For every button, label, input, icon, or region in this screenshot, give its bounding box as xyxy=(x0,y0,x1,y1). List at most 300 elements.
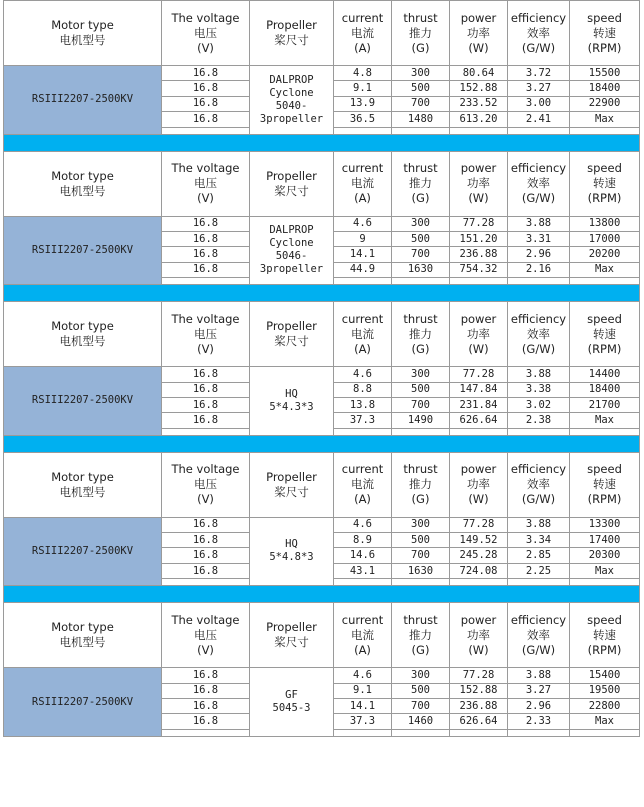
header-efficiency xyxy=(508,302,570,367)
efficiency-cell: 3.34 xyxy=(508,533,570,548)
propeller-line: 5*4.8*3 xyxy=(269,551,314,564)
propeller-cell xyxy=(250,66,334,135)
header-speed xyxy=(570,452,640,517)
propeller-line: 5046- xyxy=(275,250,308,263)
header-power xyxy=(450,302,508,367)
header-voltage-line: The voltage xyxy=(171,161,240,176)
current-cell: 4.6 xyxy=(334,668,392,683)
voltage-cell xyxy=(162,729,250,736)
header-propeller xyxy=(250,302,334,367)
efficiency-cell: 2.41 xyxy=(508,112,570,127)
propeller-cell xyxy=(250,517,334,586)
header-thrust-line: (G) xyxy=(411,40,430,55)
efficiency-cell xyxy=(508,428,570,435)
efficiency-cell: 3.27 xyxy=(508,81,570,96)
power-cell: 626.64 xyxy=(450,413,508,428)
header-motor-line: 电机型号 xyxy=(59,635,106,650)
header-efficiency-line: efficiency xyxy=(510,311,567,326)
header-motor-line: 电机型号 xyxy=(59,484,106,499)
voltage-cell: 16.8 xyxy=(162,548,250,563)
power-cell xyxy=(450,428,508,435)
power-cell: 77.28 xyxy=(450,367,508,382)
header-efficiency-line: efficiency xyxy=(510,161,567,176)
header-row xyxy=(4,452,640,517)
header-voltage xyxy=(162,1,250,66)
thrust-cell: 300 xyxy=(392,367,450,382)
header-thrust xyxy=(392,603,450,668)
header-power-line: 功率 xyxy=(467,25,490,40)
thrust-cell: 1630 xyxy=(392,563,450,578)
header-speed-line: speed xyxy=(587,311,622,326)
current-cell: 4.6 xyxy=(334,216,392,231)
speed-cell: 18400 xyxy=(570,81,640,96)
table-row xyxy=(4,517,640,532)
voltage-cell: 16.8 xyxy=(162,668,250,683)
efficiency-cell: 3.02 xyxy=(508,397,570,412)
section-separator xyxy=(4,134,640,151)
voltage-cell: 16.8 xyxy=(162,413,250,428)
header-efficiency xyxy=(508,603,570,668)
propeller-cell xyxy=(250,216,334,285)
header-power-line: power xyxy=(460,311,497,326)
voltage-cell: 16.8 xyxy=(162,66,250,81)
header-power-line: power xyxy=(460,161,497,176)
separator-bar xyxy=(4,586,640,603)
thrust-cell: 300 xyxy=(392,517,450,532)
header-speed-line: (RPM) xyxy=(587,492,622,507)
efficiency-cell: 2.33 xyxy=(508,714,570,729)
current-cell: 8.9 xyxy=(334,533,392,548)
header-voltage xyxy=(162,452,250,517)
efficiency-cell xyxy=(508,729,570,736)
separator-bar xyxy=(4,435,640,452)
header-efficiency-line: (G/W) xyxy=(521,341,556,356)
header-speed-line: (RPM) xyxy=(587,40,622,55)
power-cell: 147.84 xyxy=(450,382,508,397)
header-voltage-line: The voltage xyxy=(171,10,240,25)
header-thrust-line: (G) xyxy=(411,642,430,657)
header-power-line: 功率 xyxy=(467,477,490,492)
speed-cell: 14400 xyxy=(570,367,640,382)
header-propeller xyxy=(250,452,334,517)
header-speed-line: 转速 xyxy=(593,477,616,492)
header-current-line: current xyxy=(341,612,384,627)
header-propeller-line: 桨尺寸 xyxy=(274,33,309,47)
current-cell: 4.8 xyxy=(334,66,392,81)
power-cell: 236.88 xyxy=(450,247,508,262)
efficiency-cell xyxy=(508,579,570,586)
current-cell: 14.1 xyxy=(334,247,392,262)
header-voltage-line: 电压 xyxy=(194,25,217,40)
header-current xyxy=(334,452,392,517)
header-propeller-line: 桨尺寸 xyxy=(274,635,309,650)
efficiency-cell: 2.16 xyxy=(508,262,570,277)
motor-model-cell: RSIII2207-2500KV xyxy=(4,668,162,737)
current-cell: 36.5 xyxy=(334,112,392,127)
header-voltage-line: (V) xyxy=(197,191,214,206)
header-speed-line: speed xyxy=(587,10,622,25)
header-speed-line: 转速 xyxy=(593,627,616,642)
header-current-line: 电流 xyxy=(351,477,374,492)
current-cell: 9.1 xyxy=(334,81,392,96)
header-current-line: (A) xyxy=(354,191,371,206)
current-cell: 9.1 xyxy=(334,683,392,698)
header-power xyxy=(450,1,508,66)
voltage-cell: 16.8 xyxy=(162,81,250,96)
current-cell: 43.1 xyxy=(334,563,392,578)
header-voltage-line: (V) xyxy=(197,492,214,507)
current-cell: 9 xyxy=(334,231,392,246)
current-cell: 13.9 xyxy=(334,96,392,111)
thrust-cell: 700 xyxy=(392,548,450,563)
voltage-cell xyxy=(162,428,250,435)
power-cell xyxy=(450,729,508,736)
voltage-cell: 16.8 xyxy=(162,231,250,246)
header-propeller-line: Propeller xyxy=(266,18,317,32)
header-speed xyxy=(570,151,640,216)
section-separator xyxy=(4,586,640,603)
speed-cell: 15500 xyxy=(570,66,640,81)
thrust-cell xyxy=(392,127,450,134)
spreadsheet xyxy=(3,0,641,737)
header-propeller-line: 桨尺寸 xyxy=(274,334,309,349)
header-speed xyxy=(570,302,640,367)
voltage-cell: 16.8 xyxy=(162,533,250,548)
header-efficiency-line: (G/W) xyxy=(521,492,556,507)
header-power-line: power xyxy=(460,10,497,25)
header-speed-line: 转速 xyxy=(593,326,616,341)
header-speed-line: 转速 xyxy=(593,25,616,40)
thrust-cell: 1630 xyxy=(392,262,450,277)
header-row xyxy=(4,603,640,668)
header-current-line: 电流 xyxy=(351,176,374,191)
speed-cell: 13800 xyxy=(570,216,640,231)
header-efficiency-line: efficiency xyxy=(510,10,567,25)
efficiency-cell: 3.27 xyxy=(508,683,570,698)
efficiency-cell: 3.88 xyxy=(508,668,570,683)
header-thrust-line: thrust xyxy=(403,612,438,627)
voltage-cell: 16.8 xyxy=(162,714,250,729)
header-propeller-line: 桨尺寸 xyxy=(274,484,309,499)
speed-cell: 17400 xyxy=(570,533,640,548)
section-separator xyxy=(4,285,640,302)
header-motor-line: 电机型号 xyxy=(59,334,106,349)
efficiency-cell: 2.96 xyxy=(508,247,570,262)
header-current-line: (A) xyxy=(354,492,371,507)
header-power-line: (W) xyxy=(468,492,489,507)
section-separator xyxy=(4,435,640,452)
propeller-line: DALPROP xyxy=(269,224,314,237)
header-current xyxy=(334,302,392,367)
voltage-cell xyxy=(162,127,250,134)
thrust-cell: 500 xyxy=(392,231,450,246)
propeller-line: HQ xyxy=(285,538,298,551)
header-speed-line: 转速 xyxy=(593,176,616,191)
propeller-line: Cyclone xyxy=(269,86,314,99)
header-motor-line: Motor type xyxy=(51,18,114,32)
header-power-line: (W) xyxy=(468,191,489,206)
current-cell: 4.6 xyxy=(334,517,392,532)
voltage-cell xyxy=(162,278,250,285)
speed-cell xyxy=(570,428,640,435)
efficiency-cell: 3.88 xyxy=(508,216,570,231)
header-current-line: (A) xyxy=(354,341,371,356)
efficiency-cell xyxy=(508,127,570,134)
speed-cell: 15400 xyxy=(570,668,640,683)
header-voltage xyxy=(162,151,250,216)
header-speed-line: speed xyxy=(587,462,622,477)
table-row xyxy=(4,216,640,231)
header-thrust-line: 推力 xyxy=(409,477,432,492)
header-efficiency xyxy=(508,1,570,66)
voltage-cell xyxy=(162,579,250,586)
power-cell: 231.84 xyxy=(450,397,508,412)
voltage-cell: 16.8 xyxy=(162,247,250,262)
efficiency-cell: 3.88 xyxy=(508,517,570,532)
separator-bar xyxy=(4,134,640,151)
header-speed xyxy=(570,603,640,668)
header-power-line: power xyxy=(460,462,497,477)
header-motor-line: 电机型号 xyxy=(59,183,106,198)
current-cell: 4.6 xyxy=(334,367,392,382)
power-cell xyxy=(450,579,508,586)
header-power-line: (W) xyxy=(468,341,489,356)
voltage-cell: 16.8 xyxy=(162,382,250,397)
efficiency-cell: 2.25 xyxy=(508,563,570,578)
current-cell xyxy=(334,428,392,435)
header-row xyxy=(4,151,640,216)
motor-model-cell: RSIII2207-2500KV xyxy=(4,66,162,135)
header-motor xyxy=(4,151,162,216)
current-cell: 14.6 xyxy=(334,548,392,563)
power-cell: 724.08 xyxy=(450,563,508,578)
header-motor-line: Motor type xyxy=(51,168,114,183)
header-motor xyxy=(4,302,162,367)
speed-cell: 17000 xyxy=(570,231,640,246)
header-power xyxy=(450,603,508,668)
header-thrust-line: (G) xyxy=(411,191,430,206)
header-efficiency-line: (G/W) xyxy=(521,191,556,206)
header-voltage-line: The voltage xyxy=(171,311,240,326)
power-cell: 754.32 xyxy=(450,262,508,277)
speed-cell: 22900 xyxy=(570,96,640,111)
header-efficiency-line: 效率 xyxy=(527,25,550,40)
speed-cell: 20200 xyxy=(570,247,640,262)
thrust-cell: 1490 xyxy=(392,413,450,428)
header-voltage-line: The voltage xyxy=(171,462,240,477)
speed-cell: Max xyxy=(570,262,640,277)
header-power-line: 功率 xyxy=(467,326,490,341)
speed-cell: 18400 xyxy=(570,382,640,397)
header-propeller-line: Propeller xyxy=(266,620,317,635)
header-thrust-line: 推力 xyxy=(409,176,432,191)
speed-cell: 22800 xyxy=(570,699,640,714)
header-propeller xyxy=(250,603,334,668)
propeller-line: 5045-3 xyxy=(272,702,311,715)
propeller-cell xyxy=(250,668,334,737)
thrust-cell: 1460 xyxy=(392,714,450,729)
header-propeller-line: 桨尺寸 xyxy=(274,183,309,198)
power-cell: 152.88 xyxy=(450,683,508,698)
efficiency-cell: 2.85 xyxy=(508,548,570,563)
header-power-line: (W) xyxy=(468,642,489,657)
header-voltage-line: 电压 xyxy=(194,326,217,341)
header-power xyxy=(450,452,508,517)
speed-cell: Max xyxy=(570,563,640,578)
speed-cell: 19500 xyxy=(570,683,640,698)
voltage-cell: 16.8 xyxy=(162,397,250,412)
table-row xyxy=(4,367,640,382)
power-cell: 77.28 xyxy=(450,517,508,532)
thrust-cell: 500 xyxy=(392,683,450,698)
header-thrust-line: 推力 xyxy=(409,25,432,40)
header-motor-line: Motor type xyxy=(51,620,114,635)
current-cell xyxy=(334,729,392,736)
efficiency-cell: 3.00 xyxy=(508,96,570,111)
header-voltage xyxy=(162,603,250,668)
header-row xyxy=(4,302,640,367)
header-current-line: 电流 xyxy=(351,326,374,341)
thrust-cell: 300 xyxy=(392,216,450,231)
voltage-cell: 16.8 xyxy=(162,563,250,578)
header-voltage-line: (V) xyxy=(197,642,214,657)
header-thrust-line: thrust xyxy=(403,311,438,326)
header-speed-line: (RPM) xyxy=(587,642,622,657)
speed-cell: Max xyxy=(570,112,640,127)
voltage-cell: 16.8 xyxy=(162,216,250,231)
propeller-line: HQ xyxy=(285,387,298,400)
header-efficiency-line: efficiency xyxy=(510,612,567,627)
header-voltage-line: 电压 xyxy=(194,477,217,492)
power-cell: 149.52 xyxy=(450,533,508,548)
current-cell xyxy=(334,278,392,285)
power-cell xyxy=(450,127,508,134)
thrust-cell: 500 xyxy=(392,533,450,548)
header-thrust-line: thrust xyxy=(403,10,438,25)
voltage-cell: 16.8 xyxy=(162,683,250,698)
efficiency-cell: 3.38 xyxy=(508,382,570,397)
header-current-line: 电流 xyxy=(351,25,374,40)
motor-performance-table xyxy=(3,0,640,737)
efficiency-cell: 2.96 xyxy=(508,699,570,714)
propeller-cell xyxy=(250,367,334,436)
header-thrust-line: thrust xyxy=(403,462,438,477)
header-thrust-line: (G) xyxy=(411,492,430,507)
efficiency-cell: 3.88 xyxy=(508,367,570,382)
voltage-cell: 16.8 xyxy=(162,262,250,277)
header-power-line: 功率 xyxy=(467,627,490,642)
power-cell: 626.64 xyxy=(450,714,508,729)
current-cell: 13.8 xyxy=(334,397,392,412)
speed-cell xyxy=(570,127,640,134)
header-motor-line: Motor type xyxy=(51,319,114,334)
table-row xyxy=(4,668,640,683)
efficiency-cell: 2.38 xyxy=(508,413,570,428)
header-row xyxy=(4,1,640,66)
header-voltage-line: 电压 xyxy=(194,627,217,642)
speed-cell: 13300 xyxy=(570,517,640,532)
thrust-cell: 500 xyxy=(392,382,450,397)
propeller-line: 3propeller xyxy=(259,112,324,125)
table-row xyxy=(4,66,640,81)
header-voltage-line: (V) xyxy=(197,341,214,356)
header-speed-line: (RPM) xyxy=(587,341,622,356)
header-thrust xyxy=(392,151,450,216)
power-cell: 236.88 xyxy=(450,699,508,714)
thrust-cell: 300 xyxy=(392,668,450,683)
header-efficiency-line: (G/W) xyxy=(521,642,556,657)
thrust-cell: 700 xyxy=(392,699,450,714)
current-cell: 44.9 xyxy=(334,262,392,277)
speed-cell: 20300 xyxy=(570,548,640,563)
current-cell: 37.3 xyxy=(334,413,392,428)
current-cell xyxy=(334,579,392,586)
header-efficiency-line: 效率 xyxy=(527,176,550,191)
propeller-line: DALPROP xyxy=(269,73,314,86)
current-cell: 14.1 xyxy=(334,699,392,714)
header-current-line: current xyxy=(341,311,384,326)
speed-cell xyxy=(570,729,640,736)
speed-cell xyxy=(570,278,640,285)
thrust-cell: 700 xyxy=(392,247,450,262)
header-propeller-line: Propeller xyxy=(266,469,317,484)
current-cell: 37.3 xyxy=(334,714,392,729)
thrust-cell xyxy=(392,428,450,435)
power-cell: 151.20 xyxy=(450,231,508,246)
current-cell xyxy=(334,127,392,134)
voltage-cell: 16.8 xyxy=(162,517,250,532)
speed-cell: Max xyxy=(570,714,640,729)
power-cell: 77.28 xyxy=(450,216,508,231)
header-current xyxy=(334,1,392,66)
header-propeller xyxy=(250,151,334,216)
power-cell xyxy=(450,278,508,285)
header-motor-line: Motor type xyxy=(51,469,114,484)
current-cell: 8.8 xyxy=(334,382,392,397)
motor-model-cell: RSIII2207-2500KV xyxy=(4,367,162,436)
power-cell: 77.28 xyxy=(450,668,508,683)
header-thrust-line: (G) xyxy=(411,341,430,356)
header-motor-line: 电机型号 xyxy=(59,33,106,47)
propeller-line: Cyclone xyxy=(269,237,314,250)
header-motor xyxy=(4,1,162,66)
header-efficiency xyxy=(508,151,570,216)
header-efficiency-line: (G/W) xyxy=(521,40,556,55)
header-efficiency-line: efficiency xyxy=(510,462,567,477)
header-propeller-line: Propeller xyxy=(266,168,317,183)
header-propeller xyxy=(250,1,334,66)
motor-model-cell: RSIII2207-2500KV xyxy=(4,517,162,586)
header-current-line: current xyxy=(341,161,384,176)
header-speed-line: (RPM) xyxy=(587,191,622,206)
efficiency-cell: 3.72 xyxy=(508,66,570,81)
header-thrust xyxy=(392,1,450,66)
header-power xyxy=(450,151,508,216)
thrust-cell xyxy=(392,579,450,586)
header-thrust-line: 推力 xyxy=(409,326,432,341)
power-cell: 613.20 xyxy=(450,112,508,127)
propeller-line: GF xyxy=(285,689,298,702)
header-current xyxy=(334,151,392,216)
header-voltage-line: (V) xyxy=(197,40,214,55)
power-cell: 233.52 xyxy=(450,96,508,111)
header-thrust xyxy=(392,302,450,367)
voltage-cell: 16.8 xyxy=(162,96,250,111)
thrust-cell xyxy=(392,729,450,736)
header-voltage-line: 电压 xyxy=(194,176,217,191)
propeller-line: 5*4.3*3 xyxy=(269,400,314,413)
thrust-cell: 700 xyxy=(392,96,450,111)
